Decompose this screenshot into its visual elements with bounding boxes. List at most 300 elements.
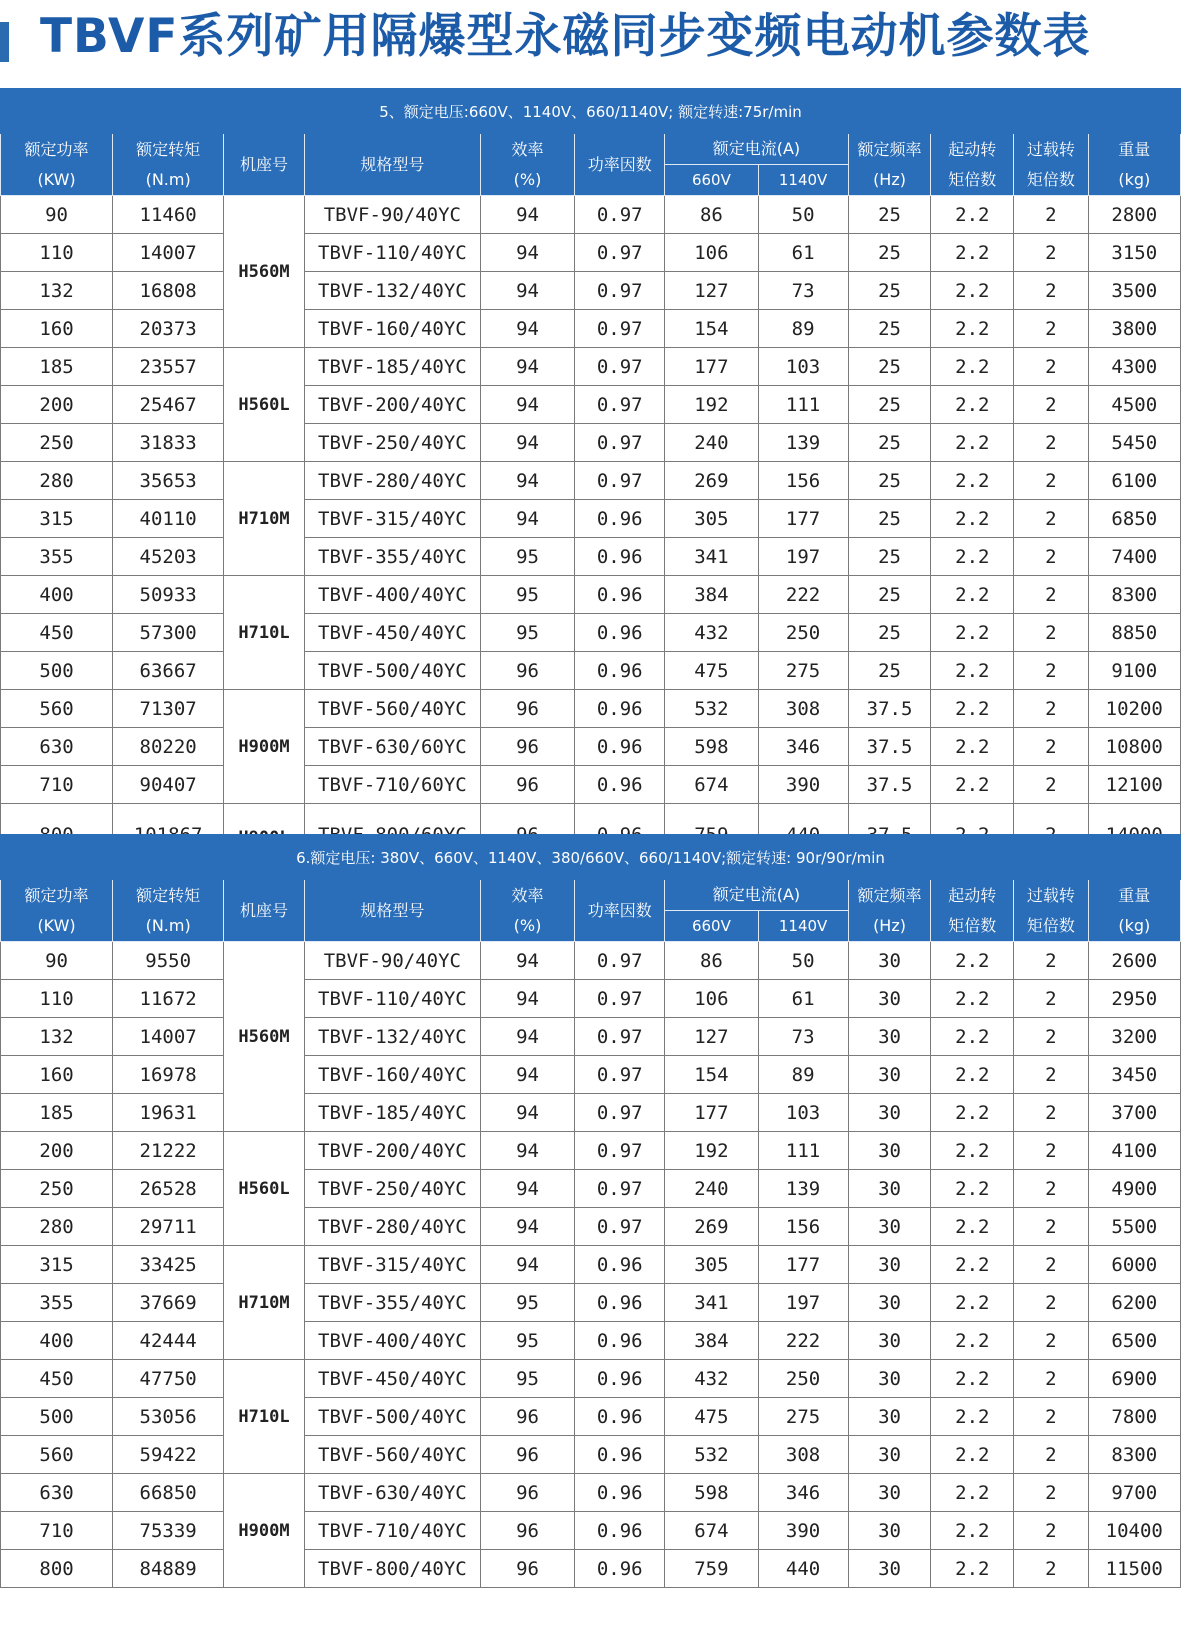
cell-current-1140v: 111 xyxy=(758,1132,848,1170)
header-frame: 机座号 xyxy=(224,880,305,942)
cell-power-factor: 0.97 xyxy=(575,310,665,348)
cell-overload-torque: 2 xyxy=(1014,1132,1088,1170)
cell-torque: 16808 xyxy=(113,272,224,310)
header-current: 额定电流(A) xyxy=(665,880,848,911)
cell-power-factor: 0.96 xyxy=(575,1246,665,1284)
table-row xyxy=(1,234,1181,272)
cell-frequency: 30 xyxy=(848,1284,931,1322)
cell-overload-torque: 2 xyxy=(1014,348,1088,386)
cell-frequency: 37.5 xyxy=(848,690,931,728)
cell-efficiency: 96 xyxy=(480,1436,574,1474)
cell-power: 560 xyxy=(1,690,113,728)
cell-torque: 11460 xyxy=(113,196,224,234)
cell-frame: H560M xyxy=(224,942,305,1132)
cell-current-1140v: 440 xyxy=(758,1550,848,1588)
cell-current-660v: 269 xyxy=(665,1208,758,1246)
cell-power: 90 xyxy=(1,942,113,980)
cell-power-factor: 0.97 xyxy=(575,1094,665,1132)
cell-power: 185 xyxy=(1,348,113,386)
cell-weight: 6850 xyxy=(1088,500,1180,538)
header-power-factor: 功率因数 xyxy=(575,134,665,196)
cell-torque: 11672 xyxy=(113,980,224,1018)
cell-efficiency: 94 xyxy=(480,1056,574,1094)
table-row xyxy=(1,1246,1181,1284)
table-row xyxy=(1,538,1181,576)
cell-current-660v: 759 xyxy=(665,1550,758,1588)
cell-power: 450 xyxy=(1,1360,113,1398)
cell-power: 160 xyxy=(1,1056,113,1094)
cell-power-factor: 0.96 xyxy=(575,690,665,728)
cell-model: TBVF-355/40YC xyxy=(304,538,480,576)
cell-weight: 11500 xyxy=(1088,1550,1180,1588)
cell-current-1140v: 111 xyxy=(758,386,848,424)
cell-current-660v: 86 xyxy=(665,942,758,980)
cell-model: TBVF-200/40YC xyxy=(304,386,480,424)
cell-overload-torque: 2 xyxy=(1014,234,1088,272)
cell-power-factor: 0.96 xyxy=(575,766,665,804)
cell-efficiency: 94 xyxy=(480,1094,574,1132)
table-row xyxy=(1,690,1181,728)
cell-frequency: 25 xyxy=(848,386,931,424)
spec-table-2 xyxy=(0,834,1181,1588)
cell-frequency: 30 xyxy=(848,1550,931,1588)
cell-model: TBVF-280/40YC xyxy=(304,462,480,500)
cell-current-660v: 432 xyxy=(665,1360,758,1398)
cell-current-1140v: 50 xyxy=(758,196,848,234)
table-row xyxy=(1,576,1181,614)
cell-efficiency: 96 xyxy=(480,1512,574,1550)
cell-current-1140v: 222 xyxy=(758,1322,848,1360)
cell-overload-torque: 2 xyxy=(1014,942,1088,980)
cell-frequency: 25 xyxy=(848,424,931,462)
cell-torque: 33425 xyxy=(113,1246,224,1284)
cell-weight: 3500 xyxy=(1088,272,1180,310)
cell-weight: 4900 xyxy=(1088,1170,1180,1208)
cell-power: 110 xyxy=(1,234,113,272)
cell-efficiency: 96 xyxy=(480,652,574,690)
cell-overload-torque: 2 xyxy=(1014,500,1088,538)
cell-weight: 7400 xyxy=(1088,538,1180,576)
cell-frequency: 30 xyxy=(848,1094,931,1132)
cell-power-factor: 0.96 xyxy=(575,1512,665,1550)
cell-overload-torque: 2 xyxy=(1014,386,1088,424)
cell-current-1140v: 346 xyxy=(758,728,848,766)
cell-current-660v: 192 xyxy=(665,1132,758,1170)
cell-frequency: 37.5 xyxy=(848,728,931,766)
cell-overload-torque: 2 xyxy=(1014,1094,1088,1132)
header-efficiency: 效率 (%) xyxy=(480,134,574,196)
cell-frequency: 25 xyxy=(848,614,931,652)
cell-model: TBVF-500/40YC xyxy=(304,652,480,690)
cell-start-torque: 2.2 xyxy=(931,462,1014,500)
cell-current-1140v: 139 xyxy=(758,1170,848,1208)
cell-frame: H900M xyxy=(224,1474,305,1588)
cell-frequency: 25 xyxy=(848,538,931,576)
cell-torque: 21222 xyxy=(113,1132,224,1170)
cell-power-factor: 0.97 xyxy=(575,424,665,462)
cell-power-factor: 0.97 xyxy=(575,1132,665,1170)
cell-current-1140v: 250 xyxy=(758,1360,848,1398)
cell-overload-torque: 2 xyxy=(1014,1246,1088,1284)
cell-torque: 71307 xyxy=(113,690,224,728)
cell-overload-torque: 2 xyxy=(1014,1170,1088,1208)
header-start-torque: 起动转 矩倍数 xyxy=(931,880,1014,942)
cell-model: TBVF-560/40YC xyxy=(304,1436,480,1474)
cell-model: TBVF-185/40YC xyxy=(304,348,480,386)
cell-current-1140v: 197 xyxy=(758,1284,848,1322)
cell-overload-torque: 2 xyxy=(1014,1284,1088,1322)
cell-current-660v: 269 xyxy=(665,462,758,500)
cell-overload-torque: 2 xyxy=(1014,690,1088,728)
cell-frequency: 30 xyxy=(848,1056,931,1094)
cell-start-torque: 2.2 xyxy=(931,196,1014,234)
cell-model: TBVF-132/40YC xyxy=(304,1018,480,1056)
cell-power: 132 xyxy=(1,1018,113,1056)
cell-power-factor: 0.97 xyxy=(575,1170,665,1208)
table-row xyxy=(1,310,1181,348)
cell-torque: 90407 xyxy=(113,766,224,804)
cell-weight: 10800 xyxy=(1088,728,1180,766)
cell-model: TBVF-710/60YC xyxy=(304,766,480,804)
cell-frequency: 25 xyxy=(848,462,931,500)
cell-current-1140v: 308 xyxy=(758,1436,848,1474)
cell-start-torque: 2.2 xyxy=(931,576,1014,614)
cell-weight: 3450 xyxy=(1088,1056,1180,1094)
cell-current-660v: 532 xyxy=(665,1436,758,1474)
cell-start-torque: 2.2 xyxy=(931,1018,1014,1056)
cell-start-torque: 2.2 xyxy=(931,1360,1014,1398)
cell-power: 90 xyxy=(1,196,113,234)
cell-torque: 57300 xyxy=(113,614,224,652)
table-row xyxy=(1,1474,1181,1512)
cell-frequency: 25 xyxy=(848,310,931,348)
table-row xyxy=(1,1056,1181,1094)
cell-overload-torque: 2 xyxy=(1014,1360,1088,1398)
cell-power-factor: 0.97 xyxy=(575,196,665,234)
cell-frequency: 30 xyxy=(848,1246,931,1284)
cell-efficiency: 95 xyxy=(480,1322,574,1360)
cell-efficiency: 94 xyxy=(480,348,574,386)
cell-weight: 10200 xyxy=(1088,690,1180,728)
cell-weight: 6900 xyxy=(1088,1360,1180,1398)
cell-torque: 14007 xyxy=(113,1018,224,1056)
cell-start-torque: 2.2 xyxy=(931,1208,1014,1246)
cell-power: 630 xyxy=(1,728,113,766)
cell-power: 400 xyxy=(1,576,113,614)
table-row xyxy=(1,1208,1181,1246)
cell-frequency: 30 xyxy=(848,942,931,980)
cell-current-660v: 86 xyxy=(665,196,758,234)
cell-torque: 31833 xyxy=(113,424,224,462)
cell-torque: 35653 xyxy=(113,462,224,500)
title-bar xyxy=(0,8,1185,64)
cell-frequency: 25 xyxy=(848,234,931,272)
cell-current-660v: 192 xyxy=(665,386,758,424)
cell-power-factor: 0.97 xyxy=(575,942,665,980)
header-torque: 额定转矩 (N.m) xyxy=(113,880,224,942)
cell-frequency: 30 xyxy=(848,1360,931,1398)
cell-torque: 26528 xyxy=(113,1170,224,1208)
cell-current-660v: 305 xyxy=(665,500,758,538)
cell-current-1140v: 139 xyxy=(758,424,848,462)
cell-weight: 7800 xyxy=(1088,1398,1180,1436)
cell-frame: H560L xyxy=(224,348,305,462)
cell-start-torque: 2.2 xyxy=(931,1512,1014,1550)
cell-efficiency: 94 xyxy=(480,500,574,538)
cell-model: TBVF-560/40YC xyxy=(304,690,480,728)
table-row xyxy=(1,1018,1181,1056)
cell-current-1140v: 177 xyxy=(758,1246,848,1284)
cell-overload-torque: 2 xyxy=(1014,980,1088,1018)
cell-current-1140v: 197 xyxy=(758,538,848,576)
cell-start-torque: 2.2 xyxy=(931,1284,1014,1322)
header-efficiency: 效率 (%) xyxy=(480,880,574,942)
cell-weight: 9700 xyxy=(1088,1474,1180,1512)
cell-start-torque: 2.2 xyxy=(931,272,1014,310)
cell-start-torque: 2.2 xyxy=(931,1398,1014,1436)
cell-weight: 8850 xyxy=(1088,614,1180,652)
cell-efficiency: 96 xyxy=(480,766,574,804)
header-power: 额定功率 (KW) xyxy=(1,880,113,942)
cell-torque: 16978 xyxy=(113,1056,224,1094)
cell-start-torque: 2.2 xyxy=(931,1322,1014,1360)
table-row xyxy=(1,1360,1181,1398)
cell-power: 185 xyxy=(1,1094,113,1132)
cell-power-factor: 0.97 xyxy=(575,462,665,500)
table-row xyxy=(1,942,1181,980)
cell-model: TBVF-630/40YC xyxy=(304,1474,480,1512)
table-row xyxy=(1,728,1181,766)
cell-current-1140v: 275 xyxy=(758,652,848,690)
cell-power-factor: 0.97 xyxy=(575,1018,665,1056)
cell-power: 355 xyxy=(1,1284,113,1322)
cell-power-factor: 0.96 xyxy=(575,728,665,766)
cell-current-660v: 432 xyxy=(665,614,758,652)
header-frame: 机座号 xyxy=(224,134,305,196)
cell-start-torque: 2.2 xyxy=(931,1246,1014,1284)
table-caption: 6.额定电压: 380V、660V、1140V、380/660V、660/1140V;额定转速: 90r/90r/min xyxy=(1,835,1181,880)
cell-model: TBVF-280/40YC xyxy=(304,1208,480,1246)
cell-model: TBVF-630/60YC xyxy=(304,728,480,766)
cell-weight: 5500 xyxy=(1088,1208,1180,1246)
cell-start-torque: 2.2 xyxy=(931,234,1014,272)
cell-current-1140v: 73 xyxy=(758,272,848,310)
cell-current-1140v: 308 xyxy=(758,690,848,728)
cell-efficiency: 94 xyxy=(480,424,574,462)
header-weight: 重量 (kg) xyxy=(1088,880,1180,942)
cell-frequency: 30 xyxy=(848,1208,931,1246)
cell-current-660v: 127 xyxy=(665,1018,758,1056)
cell-frequency: 30 xyxy=(848,1436,931,1474)
cell-start-torque: 2.2 xyxy=(931,1056,1014,1094)
cell-current-660v: 341 xyxy=(665,1284,758,1322)
cell-start-torque: 2.2 xyxy=(931,728,1014,766)
cell-overload-torque: 2 xyxy=(1014,1056,1088,1094)
cell-power-factor: 0.96 xyxy=(575,538,665,576)
cell-model: TBVF-710/40YC xyxy=(304,1512,480,1550)
cell-efficiency: 96 xyxy=(480,1474,574,1512)
cell-power: 315 xyxy=(1,500,113,538)
cell-current-660v: 240 xyxy=(665,1170,758,1208)
cell-frame: H560L xyxy=(224,1132,305,1246)
cell-current-1140v: 156 xyxy=(758,1208,848,1246)
cell-start-torque: 2.2 xyxy=(931,1436,1014,1474)
cell-overload-torque: 2 xyxy=(1014,538,1088,576)
cell-power-factor: 0.96 xyxy=(575,1474,665,1512)
cell-model: TBVF-450/40YC xyxy=(304,1360,480,1398)
cell-model: TBVF-90/40YC xyxy=(304,942,480,980)
table-row xyxy=(1,1512,1181,1550)
cell-efficiency: 94 xyxy=(480,1246,574,1284)
cell-power: 315 xyxy=(1,1246,113,1284)
cell-start-torque: 2.2 xyxy=(931,690,1014,728)
cell-weight: 12100 xyxy=(1088,766,1180,804)
header-torque: 额定转矩 (N.m) xyxy=(113,134,224,196)
cell-efficiency: 94 xyxy=(480,234,574,272)
cell-current-1140v: 177 xyxy=(758,500,848,538)
cell-model: TBVF-110/40YC xyxy=(304,980,480,1018)
cell-current-1140v: 390 xyxy=(758,766,848,804)
cell-start-torque: 2.2 xyxy=(931,942,1014,980)
cell-current-660v: 177 xyxy=(665,348,758,386)
cell-current-660v: 154 xyxy=(665,1056,758,1094)
cell-start-torque: 2.2 xyxy=(931,424,1014,462)
cell-power-factor: 0.96 xyxy=(575,1550,665,1588)
cell-power: 280 xyxy=(1,462,113,500)
cell-power: 355 xyxy=(1,538,113,576)
cell-power-factor: 0.97 xyxy=(575,348,665,386)
table-caption: 5、额定电压:660V、1140V、660/1140V; 额定转速:75r/min xyxy=(1,89,1181,134)
cell-efficiency: 96 xyxy=(480,728,574,766)
cell-overload-torque: 2 xyxy=(1014,272,1088,310)
table-row xyxy=(1,462,1181,500)
cell-frame: H710L xyxy=(224,1360,305,1474)
cell-weight: 8300 xyxy=(1088,1436,1180,1474)
cell-overload-torque: 2 xyxy=(1014,1398,1088,1436)
cell-current-1140v: 250 xyxy=(758,614,848,652)
cell-weight: 3800 xyxy=(1088,310,1180,348)
cell-current-1140v: 89 xyxy=(758,310,848,348)
table-row xyxy=(1,424,1181,462)
cell-overload-torque: 2 xyxy=(1014,196,1088,234)
cell-overload-torque: 2 xyxy=(1014,1018,1088,1056)
cell-power: 200 xyxy=(1,386,113,424)
cell-power-factor: 0.96 xyxy=(575,1322,665,1360)
cell-current-1140v: 390 xyxy=(758,1512,848,1550)
cell-efficiency: 94 xyxy=(480,310,574,348)
cell-model: TBVF-450/40YC xyxy=(304,614,480,652)
cell-efficiency: 94 xyxy=(480,1018,574,1056)
cell-efficiency: 96 xyxy=(480,1550,574,1588)
cell-torque: 53056 xyxy=(113,1398,224,1436)
cell-torque: 42444 xyxy=(113,1322,224,1360)
cell-overload-torque: 2 xyxy=(1014,1208,1088,1246)
cell-overload-torque: 2 xyxy=(1014,310,1088,348)
cell-model: TBVF-110/40YC xyxy=(304,234,480,272)
cell-efficiency: 94 xyxy=(480,1208,574,1246)
cell-weight: 9100 xyxy=(1088,652,1180,690)
cell-current-1140v: 346 xyxy=(758,1474,848,1512)
table-row xyxy=(1,614,1181,652)
cell-current-660v: 475 xyxy=(665,652,758,690)
cell-weight: 5450 xyxy=(1088,424,1180,462)
cell-power-factor: 0.97 xyxy=(575,1208,665,1246)
cell-power-factor: 0.96 xyxy=(575,1284,665,1322)
cell-power: 630 xyxy=(1,1474,113,1512)
cell-overload-torque: 2 xyxy=(1014,728,1088,766)
cell-overload-torque: 2 xyxy=(1014,1512,1088,1550)
cell-power: 500 xyxy=(1,652,113,690)
table-row xyxy=(1,766,1181,804)
cell-current-660v: 106 xyxy=(665,980,758,1018)
header-current-1140v: 1140V xyxy=(758,911,848,942)
cell-power: 132 xyxy=(1,272,113,310)
cell-power-factor: 0.97 xyxy=(575,386,665,424)
cell-torque: 75339 xyxy=(113,1512,224,1550)
cell-frequency: 25 xyxy=(848,500,931,538)
cell-current-1140v: 103 xyxy=(758,348,848,386)
cell-frequency: 30 xyxy=(848,980,931,1018)
cell-start-torque: 2.2 xyxy=(931,1094,1014,1132)
cell-power: 450 xyxy=(1,614,113,652)
cell-overload-torque: 2 xyxy=(1014,652,1088,690)
cell-model: TBVF-160/40YC xyxy=(304,1056,480,1094)
cell-efficiency: 94 xyxy=(480,980,574,1018)
cell-power-factor: 0.96 xyxy=(575,1398,665,1436)
cell-current-1140v: 275 xyxy=(758,1398,848,1436)
cell-current-660v: 305 xyxy=(665,1246,758,1284)
cell-frequency: 30 xyxy=(848,1322,931,1360)
cell-current-1140v: 103 xyxy=(758,1094,848,1132)
header-start-torque: 起动转 矩倍数 xyxy=(931,134,1014,196)
cell-efficiency: 96 xyxy=(480,690,574,728)
header-current-660v: 660V xyxy=(665,165,758,196)
cell-weight: 2950 xyxy=(1088,980,1180,1018)
cell-start-torque: 2.2 xyxy=(931,386,1014,424)
table-row xyxy=(1,1094,1181,1132)
table-row xyxy=(1,500,1181,538)
cell-efficiency: 94 xyxy=(480,272,574,310)
table-row xyxy=(1,1436,1181,1474)
cell-torque: 63667 xyxy=(113,652,224,690)
cell-overload-torque: 2 xyxy=(1014,1474,1088,1512)
cell-overload-torque: 2 xyxy=(1014,1322,1088,1360)
table-row xyxy=(1,386,1181,424)
table-row xyxy=(1,980,1181,1018)
cell-current-660v: 674 xyxy=(665,1512,758,1550)
cell-weight: 8300 xyxy=(1088,576,1180,614)
cell-torque: 25467 xyxy=(113,386,224,424)
cell-power: 250 xyxy=(1,424,113,462)
cell-current-660v: 341 xyxy=(665,538,758,576)
cell-efficiency: 95 xyxy=(480,538,574,576)
table-row xyxy=(1,652,1181,690)
cell-weight: 3150 xyxy=(1088,234,1180,272)
cell-frequency: 25 xyxy=(848,576,931,614)
cell-efficiency: 95 xyxy=(480,1360,574,1398)
cell-power-factor: 0.97 xyxy=(575,1056,665,1094)
cell-efficiency: 94 xyxy=(480,196,574,234)
cell-weight: 3200 xyxy=(1088,1018,1180,1056)
cell-model: TBVF-315/40YC xyxy=(304,500,480,538)
cell-power: 800 xyxy=(1,1550,113,1588)
cell-efficiency: 94 xyxy=(480,1170,574,1208)
cell-power-factor: 0.97 xyxy=(575,272,665,310)
cell-model: TBVF-355/40YC xyxy=(304,1284,480,1322)
cell-power: 280 xyxy=(1,1208,113,1246)
cell-frequency: 30 xyxy=(848,1170,931,1208)
cell-power: 400 xyxy=(1,1322,113,1360)
